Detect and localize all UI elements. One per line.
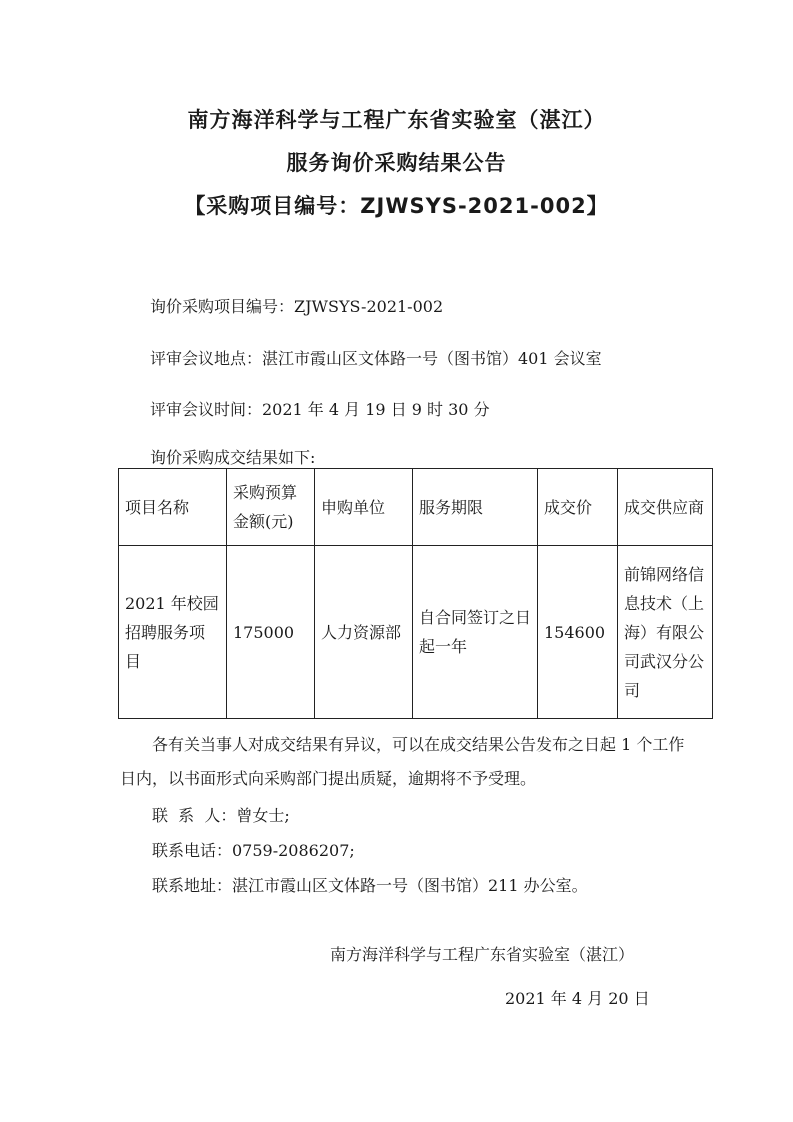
- header-project-name: 项目名称: [119, 469, 227, 546]
- cell-budget: 175000: [227, 546, 315, 719]
- cell-project-name: 2021 年校园招聘服务项目: [119, 546, 227, 719]
- cell-service-period: 自合同签订之日起一年: [413, 546, 538, 719]
- result-table: [118, 468, 713, 719]
- title-line-2: 服务询价采购结果公告: [286, 151, 507, 175]
- meeting-location: 评审会议地点：湛江市霞山区文体路一号（图书馆）401 会议室: [150, 349, 602, 368]
- cell-deal-price: 154600: [538, 546, 618, 719]
- title-line-3: 【采购项目编号：ZJWSYS-2021-002】: [184, 194, 609, 218]
- contact-address: 联系地址：湛江市霞山区文体路一号（图书馆）211 办公室。: [152, 876, 588, 895]
- footer-organization: 南方海洋科学与工程广东省实验室（湛江）: [330, 945, 635, 964]
- cell-department: 人力资源部: [315, 546, 413, 719]
- objection-notice: 各有关当事人对成交结果有异议，可以在成交结果公告发布之日起 1 个工作日内，以书面形式向采购部门提出质疑，逾期将不予受理。: [120, 735, 685, 788]
- contact-phone: 联系电话：0759-2086207;: [152, 841, 355, 860]
- header-service-period: 服务期限: [413, 469, 538, 546]
- table-row: [119, 546, 713, 719]
- result-intro: 询价采购成交结果如下:: [150, 448, 316, 467]
- contact-person: 联 系 人：曾女士;: [152, 806, 290, 825]
- cell-supplier: 前锦网络信息技术（上海）有限公司武汉分公司: [618, 546, 713, 719]
- header-department: 申购单位: [315, 469, 413, 546]
- project-number: 询价采购项目编号：ZJWSYS-2021-002: [150, 297, 444, 316]
- header-deal-price: 成交价: [538, 469, 618, 546]
- header-budget: 采购预算金额(元): [227, 469, 315, 546]
- table-header-row: [119, 469, 713, 546]
- meeting-time: 评审会议时间：2021 年 4 月 19 日 9 时 30 分: [150, 400, 490, 419]
- header-supplier: 成交供应商: [618, 469, 713, 546]
- title-line-1: 南方海洋科学与工程广东省实验室（湛江）: [187, 108, 606, 132]
- footer-date: 2021 年 4 月 20 日: [505, 989, 650, 1008]
